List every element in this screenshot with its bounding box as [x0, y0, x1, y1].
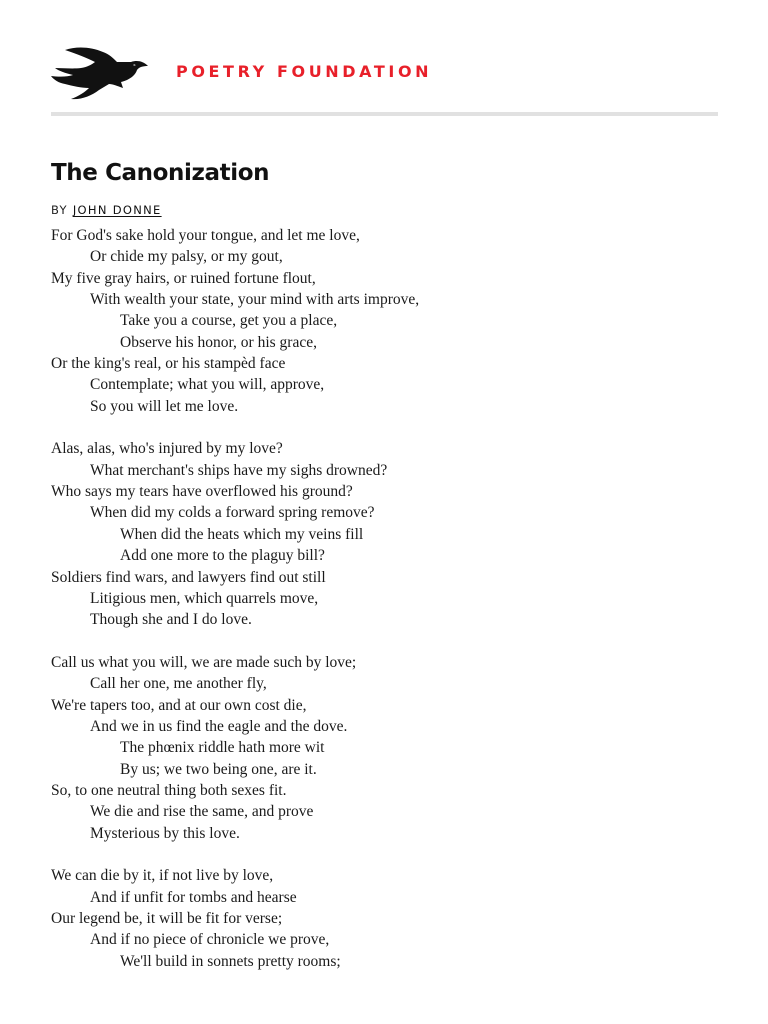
poem-line: When did the heats which my veins fill: [120, 525, 364, 543]
poem-line: What merchant's ships have my sighs drowned?: [90, 461, 388, 479]
poem-line: With wealth your state, your mind with arts improve,: [90, 291, 420, 309]
poem-line: We're tapers too, and at our own cost die,: [51, 696, 307, 714]
poem-title: The Canonization: [51, 160, 270, 186]
poem-line: Mysterious by this love.: [90, 824, 240, 842]
poem-line: So, to one neutral thing both sexes fit.: [51, 781, 287, 799]
stanza-gap: [51, 631, 711, 652]
poem-line: When did my colds a forward spring remove?: [90, 504, 375, 522]
poem-line: The phœnix riddle hath more wit: [120, 739, 325, 757]
poem-line: By us; we two being one, are it.: [120, 760, 317, 778]
poem-line: We can die by it, if not live by love,: [51, 867, 274, 885]
poem-line: Who says my tears have overflowed his ground?: [51, 483, 353, 501]
poem-line: Add one more to the plaguy bill?: [120, 547, 325, 565]
poem-line: Our legend be, it will be fit for verse;: [51, 910, 283, 927]
pegasus-icon[interactable]: [51, 44, 149, 100]
poem-line: Soldiers find wars, and lawyers find out still: [51, 568, 326, 586]
poem-line: Call us what you will, we are made such by love;: [51, 653, 357, 671]
poem-line: Observe his honor, or his grace,: [120, 333, 317, 351]
byline: [51, 203, 162, 217]
poem-line: And if unfit for tombs and hearse: [90, 888, 297, 906]
poem-line: And we in us find the eagle and the dove.: [90, 717, 348, 735]
poem-line: Or chide my palsy, or my gout,: [90, 248, 283, 266]
author-link[interactable]: JOHN DONNE: [72, 203, 162, 217]
stanza-gap: [51, 417, 711, 438]
by-label: BY: [51, 203, 68, 217]
stanza-gap: [51, 844, 711, 865]
poem-line: So you will let me love.: [90, 397, 239, 415]
poem-line: Or the king's real, or his stampèd face: [51, 355, 286, 373]
poem-line: Take you a course, get you a place,: [120, 312, 338, 330]
poem-line: For God's sake hold your tongue, and let me love,: [51, 227, 360, 244]
poem-line: Litigious men, which quarrels move,: [90, 589, 319, 607]
poem-line: And if no piece of chronicle we prove,: [90, 931, 330, 949]
poem-line: Though she and I do love.: [90, 611, 252, 629]
brand-name[interactable]: POETRY FOUNDATION: [176, 62, 433, 81]
poem-line: My five gray hairs, or ruined fortune flout,: [51, 269, 316, 287]
poem-line: We'll build in sonnets pretty rooms;: [120, 952, 341, 970]
poem-line: Alas, alas, who's injured by my love?: [51, 440, 283, 458]
poem-line: Call her one, me another fly,: [90, 675, 267, 693]
header-divider: [51, 112, 718, 116]
poem-line: We die and rise the same, and prove: [90, 803, 314, 821]
poem-body: [51, 225, 711, 972]
poem-line: Contemplate; what you will, approve,: [90, 376, 325, 394]
site-header: [51, 40, 718, 100]
